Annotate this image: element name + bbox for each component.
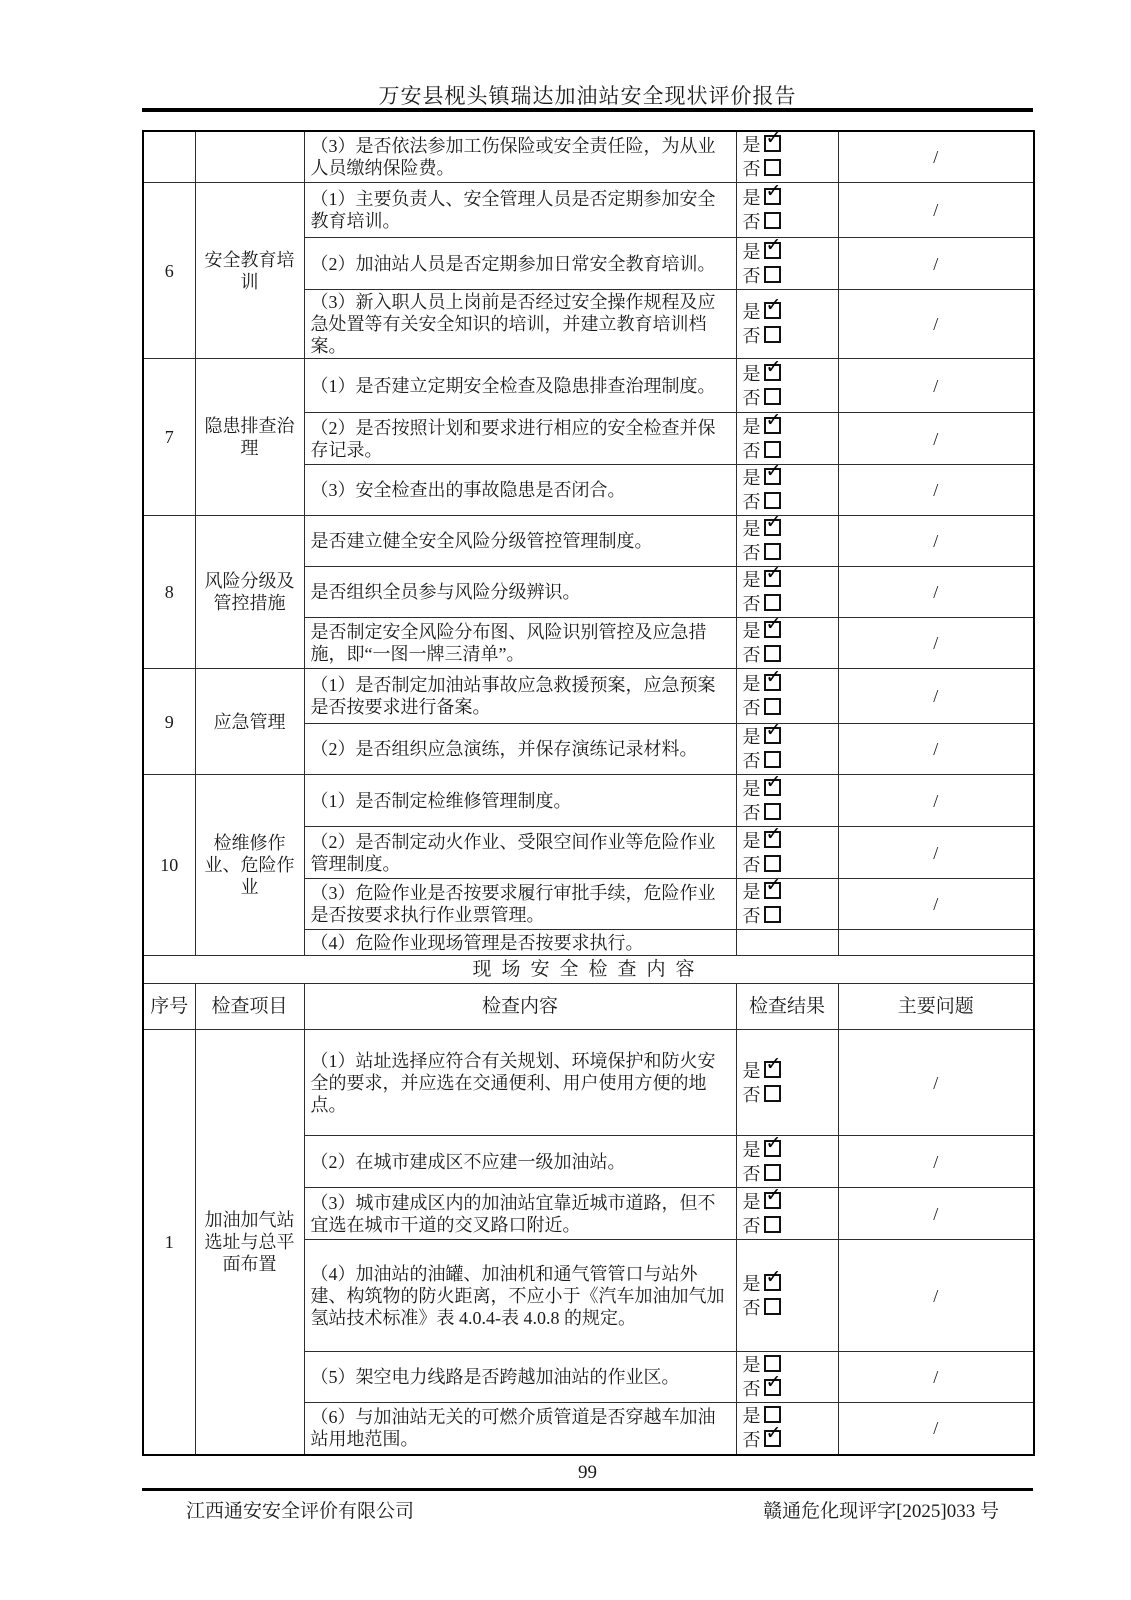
content-cell: （2）是否制定动火作业、受限空间作业等危险作业管理制度。 <box>304 827 736 879</box>
yes-label: 是 <box>742 570 761 590</box>
column-header-item: 检查项目 <box>195 984 304 1030</box>
no-line <box>743 1214 832 1238</box>
yes-line <box>743 1353 832 1377</box>
result-cell <box>736 930 838 956</box>
problem-cell: / <box>838 1030 1034 1136</box>
problem-cell: / <box>838 290 1034 359</box>
problem-cell: / <box>838 359 1034 413</box>
problem-cell: / <box>838 879 1034 930</box>
content-cell: （4）危险作业现场管理是否按要求执行。 <box>304 930 736 956</box>
yes-label: 是 <box>742 830 761 851</box>
yes-line <box>743 829 832 853</box>
yes-checkbox <box>764 882 781 899</box>
result-cell <box>736 183 838 238</box>
column-header-result: 检查结果 <box>736 984 838 1030</box>
problem-cell: / <box>838 618 1034 669</box>
table-row <box>143 775 1034 827</box>
table-row <box>143 516 1034 567</box>
no-line <box>743 490 832 514</box>
yes-line <box>743 133 832 157</box>
seq-cell: 9 <box>143 669 195 775</box>
section-divider-row <box>143 956 1034 984</box>
no-line <box>743 904 832 928</box>
content-cell: （2）在城市建成区不应建一级加油站。 <box>304 1136 736 1188</box>
item-cell <box>195 131 304 183</box>
result-cell <box>736 465 838 516</box>
content-cell: 是否制定安全风险分布图、风险识别管控及应急措施，即“一图一牌三清单”。 <box>304 618 736 669</box>
no-label: 否 <box>742 1163 761 1184</box>
problem-cell: / <box>838 775 1034 827</box>
result-cell <box>736 290 838 359</box>
yes-line <box>743 240 832 264</box>
seq-cell: 1 <box>143 1030 195 1455</box>
problem-cell: / <box>838 827 1034 879</box>
content-cell: （5）架空电力线路是否跨越加油站的作业区。 <box>304 1352 736 1403</box>
yes-checkbox <box>764 1061 781 1078</box>
result-cell <box>736 1240 838 1352</box>
item-cell: 应急管理 <box>195 669 304 775</box>
footer <box>142 1496 1033 1523</box>
table-row <box>143 669 1034 724</box>
result-cell <box>736 1188 838 1240</box>
yes-checkbox <box>764 242 781 259</box>
no-line <box>743 749 832 773</box>
problem-cell: / <box>838 1403 1034 1455</box>
problem-cell <box>838 930 1034 956</box>
no-label: 否 <box>742 387 761 408</box>
yes-checkbox <box>764 779 781 796</box>
seq-cell <box>143 131 195 183</box>
no-checkbox <box>764 1216 781 1233</box>
no-label: 否 <box>742 543 761 563</box>
yes-label: 是 <box>742 1139 761 1160</box>
no-label: 否 <box>742 265 761 286</box>
no-line <box>743 696 832 720</box>
no-line <box>743 801 832 825</box>
no-line <box>743 1083 832 1107</box>
no-label: 否 <box>742 854 761 875</box>
no-checkbox <box>764 159 781 176</box>
yes-checkbox <box>764 674 781 691</box>
no-checkbox <box>764 441 781 458</box>
result-cell <box>736 1403 838 1455</box>
result-cell <box>736 238 838 290</box>
item-cell: 风险分级及管控措施 <box>195 516 304 669</box>
yes-line <box>743 1272 832 1296</box>
no-label: 否 <box>742 594 761 614</box>
no-line <box>743 592 832 616</box>
no-line <box>743 157 832 181</box>
table-row <box>143 359 1034 413</box>
no-checkbox <box>764 1298 781 1315</box>
seq-cell: 7 <box>143 359 195 516</box>
content-cell: （2）加油站人员是否定期参加日常安全教育培训。 <box>304 238 736 290</box>
yes-line <box>743 517 832 541</box>
no-label: 否 <box>742 1379 761 1399</box>
content-cell: （3）危险作业是否按要求履行审批手续，危险作业是否按要求执行作业票管理。 <box>304 879 736 930</box>
yes-checkbox <box>764 417 781 434</box>
yes-label: 是 <box>742 1355 761 1375</box>
problem-cell: / <box>838 238 1034 290</box>
no-checkbox <box>764 543 781 560</box>
problem-cell: / <box>838 669 1034 724</box>
problem-cell: / <box>838 516 1034 567</box>
no-label: 否 <box>742 212 761 232</box>
content-cell: （3）新入职人员上岗前是否经过安全操作规程及应急处置等有关安全知识的培训，并建立教育培训档案。 <box>304 290 736 359</box>
safety-checklist-table <box>142 130 1035 1456</box>
yes-checkbox <box>764 302 781 319</box>
table-row <box>143 131 1034 183</box>
yes-checkbox <box>764 621 781 638</box>
content-cell: （3）城市建成区内的加油站宜靠近城市道路，但不宜选在城市干道的交叉路口附近。 <box>304 1188 736 1240</box>
seq-cell: 10 <box>143 775 195 956</box>
no-line <box>743 386 832 410</box>
yes-label: 是 <box>742 727 761 747</box>
column-header-seq: 序号 <box>143 984 195 1030</box>
checklist-table-wrap <box>142 130 1033 1456</box>
no-label: 否 <box>742 1084 761 1105</box>
problem-cell: / <box>838 131 1034 183</box>
problem-cell: / <box>838 567 1034 618</box>
no-label: 否 <box>742 906 761 926</box>
content-cell: （1）是否建立定期安全检查及隐患排查治理制度。 <box>304 359 736 413</box>
footer-rule <box>142 1488 1033 1491</box>
no-label: 否 <box>742 645 761 665</box>
yes-label: 是 <box>742 674 761 694</box>
item-cell: 加油加气站选址与总平面布置 <box>195 1030 304 1455</box>
yes-line <box>743 725 832 749</box>
table-row <box>143 183 1034 238</box>
result-cell <box>736 413 838 465</box>
header-rule <box>142 108 1033 112</box>
content-cell: （2）是否组织应急演练，并保存演练记录材料。 <box>304 724 736 775</box>
no-line <box>743 210 832 234</box>
page-number: 99 <box>578 1462 597 1483</box>
no-checkbox <box>764 388 781 405</box>
problem-cell: / <box>838 465 1034 516</box>
no-label: 否 <box>742 492 761 512</box>
yes-line <box>743 1059 832 1083</box>
content-cell: 是否建立健全安全风险分级管控管理制度。 <box>304 516 736 567</box>
content-cell: （1）站址选择应符合有关规划、环境保护和防火安全的要求，并应选在交通便利、用户使用方便的地点。 <box>304 1030 736 1136</box>
no-checkbox <box>764 698 781 715</box>
no-line <box>743 1377 832 1401</box>
section-divider-title: 现场安全检查内容 <box>143 956 1034 984</box>
result-cell <box>736 879 838 930</box>
item-cell: 检维修作业、危险作业 <box>195 775 304 956</box>
yes-line <box>743 466 832 490</box>
site-check-header-section <box>143 956 1034 1030</box>
result-cell <box>736 827 838 879</box>
no-checkbox <box>764 492 781 509</box>
yes-label: 是 <box>742 1406 761 1427</box>
yes-line <box>743 880 832 904</box>
result-cell <box>736 359 838 413</box>
item-cell: 安全教育培训 <box>195 183 304 359</box>
yes-checkbox <box>764 570 781 587</box>
yes-checkbox <box>764 1140 781 1157</box>
no-checkbox <box>764 1164 781 1181</box>
content-cell: 是否组织全员参与风险分级辨识。 <box>304 567 736 618</box>
no-checkbox <box>764 803 781 820</box>
yes-label: 是 <box>742 1273 761 1294</box>
result-cell <box>736 1352 838 1403</box>
result-cell <box>736 516 838 567</box>
content-cell: （4）加油站的油罐、加油机和通气管管口与站外建、构筑物的防火距离，不应小于《汽车加油加气加氢站技术标准》表 4.0.4-表 4.0.8 的规定。 <box>304 1240 736 1352</box>
yes-line <box>743 186 832 210</box>
no-line <box>743 1162 832 1186</box>
no-line <box>743 643 832 667</box>
content-cell: （1）是否制定检维修管理制度。 <box>304 775 736 827</box>
problem-cell: / <box>838 1352 1034 1403</box>
no-line <box>743 439 832 463</box>
yes-checkbox <box>764 519 781 536</box>
no-label: 否 <box>742 802 761 823</box>
yes-label: 是 <box>742 1191 761 1212</box>
content-cell: （1）是否制定加油站事故应急救援预案，应急预案是否按要求进行备案。 <box>304 669 736 724</box>
no-checkbox <box>764 906 781 923</box>
yes-line <box>743 1190 832 1214</box>
no-checkbox <box>764 855 781 872</box>
no-line <box>743 324 832 348</box>
no-label: 否 <box>742 751 761 771</box>
no-checkbox <box>764 266 781 283</box>
result-cell <box>736 724 838 775</box>
yes-label: 是 <box>742 135 761 155</box>
no-checkbox <box>764 326 781 343</box>
yes-checkbox <box>764 135 781 152</box>
problem-cell: / <box>838 1240 1034 1352</box>
no-line <box>743 264 832 288</box>
result-cell <box>736 618 838 669</box>
yes-label: 是 <box>742 1060 761 1081</box>
table-row <box>143 1030 1034 1136</box>
content-cell: （2）是否按照计划和要求进行相应的安全检查并保存记录。 <box>304 413 736 465</box>
content-cell: （3）是否依法参加工伤保险或安全责任险，为从业人员缴纳保险费。 <box>304 131 736 183</box>
no-label: 否 <box>742 1215 761 1236</box>
column-header-row <box>143 984 1034 1030</box>
item-cell: 隐患排查治理 <box>195 359 304 516</box>
no-line <box>743 1296 832 1320</box>
yes-line <box>743 1404 832 1428</box>
problem-cell: / <box>838 413 1034 465</box>
site-check-section <box>143 1030 1034 1455</box>
yes-checkbox <box>764 727 781 744</box>
yes-checkbox <box>764 1274 781 1291</box>
result-cell <box>736 131 838 183</box>
result-cell <box>736 567 838 618</box>
no-checkbox <box>764 751 781 768</box>
content-cell: （3）安全检查出的事故隐患是否闭合。 <box>304 465 736 516</box>
yes-checkbox <box>764 188 781 205</box>
yes-line <box>743 619 832 643</box>
yes-line <box>743 300 832 324</box>
yes-line <box>743 672 832 696</box>
footer-company: 江西通安安全评价有限公司 <box>186 1501 415 1522</box>
yes-line <box>743 568 832 592</box>
seq-cell: 6 <box>143 183 195 359</box>
no-label: 否 <box>742 1297 761 1318</box>
yes-checkbox <box>764 831 781 848</box>
yes-label: 是 <box>742 468 761 488</box>
no-label: 否 <box>742 440 761 461</box>
problem-cell: / <box>838 1188 1034 1240</box>
yes-label: 是 <box>742 416 761 437</box>
yes-label: 是 <box>742 621 761 641</box>
yes-checkbox <box>764 468 781 485</box>
yes-label: 是 <box>742 882 761 902</box>
column-header-problem: 主要问题 <box>838 984 1034 1030</box>
no-checkbox <box>764 1379 781 1396</box>
yes-label: 是 <box>742 363 761 384</box>
column-header-content: 检查内容 <box>304 984 736 1030</box>
no-label: 否 <box>742 326 761 346</box>
no-label: 否 <box>742 159 761 179</box>
result-cell <box>736 775 838 827</box>
yes-line <box>743 362 832 386</box>
no-line <box>743 1428 832 1452</box>
content-cell: （1）主要负责人、安全管理人员是否定期参加安全教育培训。 <box>304 183 736 238</box>
no-label: 否 <box>742 1430 761 1451</box>
yes-line <box>743 1138 832 1162</box>
no-line <box>743 541 832 565</box>
problem-cell: / <box>838 183 1034 238</box>
seq-cell: 8 <box>143 516 195 669</box>
no-label: 否 <box>742 698 761 718</box>
no-checkbox <box>764 1085 781 1102</box>
footer-doc-number: 赣通危化现评字[2025]033 号 <box>763 1501 999 1522</box>
yes-label: 是 <box>742 241 761 262</box>
management-check-section <box>143 131 1034 956</box>
no-checkbox <box>764 645 781 662</box>
yes-line <box>743 415 832 439</box>
yes-line <box>743 777 832 801</box>
yes-label: 是 <box>742 302 761 322</box>
no-checkbox <box>764 594 781 611</box>
result-cell <box>736 669 838 724</box>
yes-checkbox <box>764 1192 781 1209</box>
page-title: 万安县枧头镇瑞达加油站安全现状评价报告 <box>378 84 797 108</box>
result-cell <box>736 1136 838 1188</box>
yes-label: 是 <box>742 519 761 539</box>
result-cell <box>736 1030 838 1136</box>
content-cell: （6）与加油站无关的可燃介质管道是否穿越车加油站用地范围。 <box>304 1403 736 1455</box>
problem-cell: / <box>838 724 1034 775</box>
no-checkbox <box>764 1430 781 1447</box>
no-checkbox <box>764 212 781 229</box>
no-line <box>743 853 832 877</box>
yes-label: 是 <box>742 778 761 799</box>
yes-label: 是 <box>742 188 761 208</box>
problem-cell: / <box>838 1136 1034 1188</box>
yes-checkbox <box>764 364 781 381</box>
